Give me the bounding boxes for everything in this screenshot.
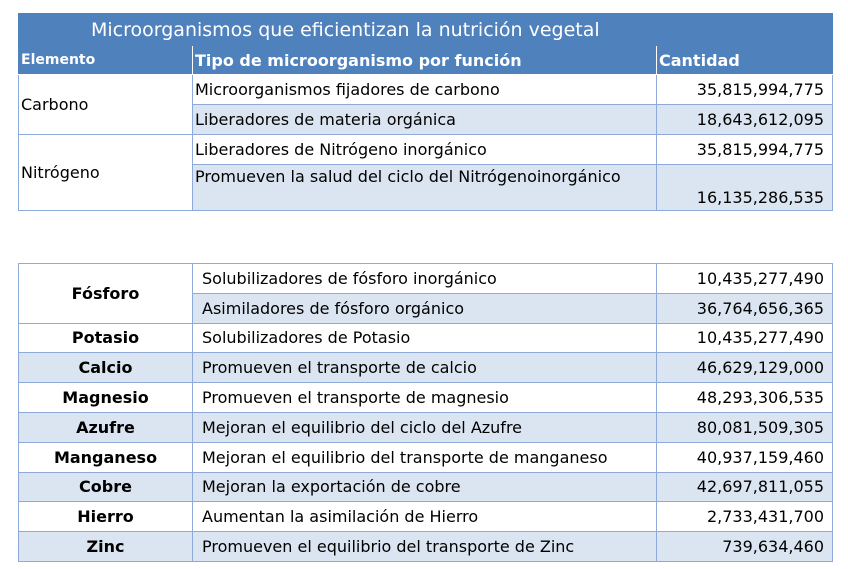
type-cell: Promueven la salud del ciclo del Nitrógenoinorgánico — [193, 165, 657, 211]
type-cell: Promueven el transporte de magnesio — [193, 383, 657, 413]
amount-cell: 18,643,612,095 — [657, 105, 833, 135]
nutrition-table-minerals — [18, 263, 833, 562]
type-cell: Solubilizadores de fósforo inorgánico — [193, 264, 657, 294]
type-cell: Asimiladores de fósforo orgánico — [193, 293, 657, 323]
amount-cell: 48,293,306,535 — [657, 383, 833, 413]
table-row — [19, 323, 833, 353]
element-cell: Calcio — [19, 353, 193, 383]
type-cell: Mejoran la exportación de cobre — [193, 472, 657, 502]
element-cell: Nitrógeno — [19, 135, 193, 211]
amount-cell: 2,733,431,700 — [657, 502, 833, 532]
amount-cell: 10,435,277,490 — [657, 264, 833, 294]
type-cell: Promueven el transporte de calcio — [193, 353, 657, 383]
element-cell: Carbono — [19, 75, 193, 135]
element-cell: Hierro — [19, 502, 193, 532]
header-cantidad: Cantidad — [657, 46, 833, 75]
amount-cell: 36,764,656,365 — [657, 293, 833, 323]
amount-cell: 10,435,277,490 — [657, 323, 833, 353]
type-cell: Liberadores de Nitrógeno inorgánico — [193, 135, 657, 165]
header-tipo: Tipo de microorganismo por función — [193, 46, 657, 75]
amount-cell: 16,135,286,535 — [657, 165, 833, 211]
nutrition-table-macro — [18, 13, 833, 211]
type-cell: Promueven el equilibrio del transporte de Zinc — [193, 532, 657, 562]
amount-cell: 739,634,460 — [657, 532, 833, 562]
element-cell: Magnesio — [19, 383, 193, 413]
type-cell: Mejoran el equilibrio del transporte de manganeso — [193, 442, 657, 472]
amount-cell: 80,081,509,305 — [657, 412, 833, 442]
type-cell: Solubilizadores de Potasio — [193, 323, 657, 353]
element-cell: Potasio — [19, 323, 193, 353]
table-row — [19, 412, 833, 442]
table-row — [19, 135, 833, 165]
type-cell: Microorganismos fijadores de carbono — [193, 75, 657, 105]
type-cell: Mejoran el equilibrio del ciclo del Azufre — [193, 412, 657, 442]
table-row — [19, 472, 833, 502]
table-row — [19, 502, 833, 532]
table-title-row — [19, 14, 833, 46]
table-row — [19, 264, 833, 294]
amount-cell: 46,629,129,000 — [657, 353, 833, 383]
type-cell: Aumentan la asimilación de Hierro — [193, 502, 657, 532]
element-cell: Manganeso — [19, 442, 193, 472]
type-cell: Liberadores de materia orgánica — [193, 105, 657, 135]
amount-cell: 40,937,159,460 — [657, 442, 833, 472]
table-row — [19, 383, 833, 413]
table-row — [19, 532, 833, 562]
element-cell: Cobre — [19, 472, 193, 502]
table-row — [19, 353, 833, 383]
amount-cell: 42,697,811,055 — [657, 472, 833, 502]
table-row — [19, 442, 833, 472]
amount-cell: 35,815,994,775 — [657, 135, 833, 165]
header-elemento: Elemento — [19, 46, 193, 75]
element-cell: Azufre — [19, 412, 193, 442]
table-row — [19, 75, 833, 105]
element-cell: Fósforo — [19, 264, 193, 324]
amount-cell: 35,815,994,775 — [657, 75, 833, 105]
element-cell: Zinc — [19, 532, 193, 562]
table-title: Microorganismos que eficientizan la nutrición vegetal — [19, 14, 833, 46]
table-header-row — [19, 46, 833, 75]
